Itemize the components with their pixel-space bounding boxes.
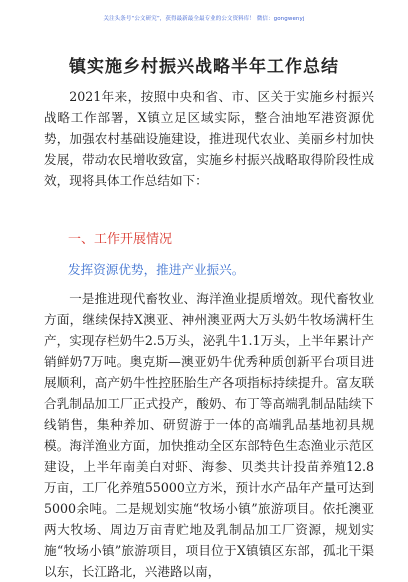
intro-block <box>44 86 374 191</box>
document-title: 镇实施乡村振兴战略半年工作总结 <box>69 57 339 77</box>
header-banner: 关注头条号“公文研究”，获得最新最全最专业的公文资料库！ 微信：gongwenyj <box>103 16 305 22</box>
subsection-heading: 发挥资源优势，推进产业振兴。 <box>68 262 245 277</box>
intro-paragraph: 2021年来，按照中央和省、市、区关于实施乡村振兴战略工作部署，X镇立足区域实际，整合油地军港资源优势，加强农村基础设施建设，推进现代农业、美丽乡村加快发展，带动农民增收致富，实施乡村振兴战略取得阶段性成效，现将具体工作总结如下： <box>44 89 374 188</box>
body-paragraph: 一是推进现代畜牧业、海洋渔业提质增效。现代畜牧业方面，继续保持X澳亚、神州澳亚两大万头奶牛牧场满杆生产，实现存栏奶牛2.5万头，泌乳牛1.1万头，上半年累计产销鲜奶7万吨。奥克斯—澳亚奶牛优秀种质创新平台项目进展顺利，高产奶牛性控胚胎生产各项指标持续提升。富友联合乳制品加工厂正式投产，酸奶、布丁等高端乳制品陆续下线销售，集种养加、研贸游于一体的高端乳品基地初具规模。海洋渔业方面，加快推动全区东部特色生态渔业示范区建设，上半年南美白对虾、海参、贝类共计投苗养殖12.8万亩，工厂化养殖55000立方米，预计水产品年产量可达到5000余吨。二是规划实施“牧场小镇”旅游项目。依托澳亚两大牧场、周边万亩青贮地及乳制品加工厂资源，规划实施“牧场小镇”旅游项目，项目位于X镇镇区东部，孤北干渠以东，长江路北，兴港路以南， <box>44 291 374 579</box>
body-block <box>44 288 374 582</box>
section-heading: 一、工作开展情况 <box>68 232 173 247</box>
